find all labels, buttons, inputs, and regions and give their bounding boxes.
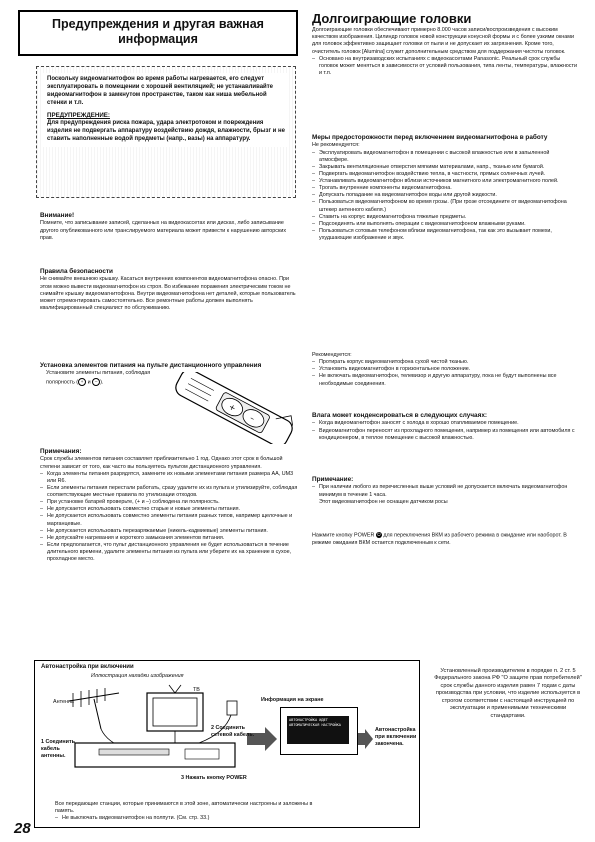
power-symbol-icon: ⏻ — [377, 532, 381, 537]
page-title: Предупреждения и другая важная информация — [52, 17, 264, 46]
heads-list — [312, 56, 578, 77]
list-item: – Подсоединять или выполнять операции с видеомагнитофоном влажными руками. — [319, 221, 578, 228]
warning-box — [36, 66, 296, 198]
remote-battery-illustration — [168, 372, 300, 444]
list-item: – Не допускается использовать совместно старые и новые элементы питания. — [47, 506, 298, 513]
plus-symbol: + — [78, 378, 86, 386]
arrow-icon — [357, 729, 373, 749]
list-item: – Трогать внутренние компоненты видеомагнитофона. — [319, 185, 578, 192]
power-note-text — [312, 532, 578, 547]
notes-section — [40, 448, 298, 563]
list-item: – Не выключать видеомагнитофон на полпути. (См. стр. 33.) — [62, 815, 325, 822]
heads-text: Долгоиграющие головки обеспечивают примерно 8.000 часов записи/воспроизведения с высоким качеством изображения. Цилиндр головок новой конструкции конусной формы и с более узкими окнами для головок эффективно защищает головки от пыли и не допускает их загрязнения. Кроме того, очиститель головок [Alumina] служит дополнительным средством для поддержания чистоты головок. — [312, 27, 574, 55]
screen-box — [280, 707, 358, 755]
list-item: – Основано на внутризаводских испытаниях с видеокассетами Panasonic. Реальный срок службы головок может меняться в зависимости от условий пользования, типа ленты, температуры, влажности и т.п. — [319, 56, 578, 77]
notes-intro: Срок службы элементов питания составляет приблизительно 1 год. Однако этот срок в большой степени зависит от того, как часто вы пользуетесь пультом дистанционного управления. — [40, 456, 283, 470]
battery-and: и — [86, 379, 93, 385]
warning-para-1: Поскольку видеомагнитофон во время работы нагревается, его следует эксплуатировать в помещении с хорошей вентиляцией; не устанавливайте видеомагнитофон в замкнутом пространстве, таком как ниша мебельной стенки и т.п. — [47, 76, 273, 106]
step2-label: 2 Соединить сетевой кабель. — [211, 725, 255, 739]
power-note — [312, 532, 578, 547]
precautions-section — [312, 134, 578, 242]
list-item: – Видеомагнитофон переносят из прохладного помещения, например из помещения или автомобиля с кондиционером, в теплое помещение с высокой влажностью. — [319, 428, 578, 442]
step3-label: 3 Нажать кнопку POWER — [181, 775, 247, 781]
list-item: – Подвергать видеомагнитофон воздействию тепла, в частности, прямых солнечных лучей. — [319, 171, 578, 178]
tv-label: ТВ — [193, 687, 200, 693]
list-item: – Установить видеомагнитофон в горизонтальное положение. — [319, 366, 578, 373]
list-item: – Допускать попадание на видеомагнитофон воды или другой жидкости. — [319, 192, 578, 199]
illus-caption: Иллюстрация наладки изображения — [91, 673, 184, 679]
warning-inner — [43, 73, 289, 147]
note2-list — [312, 484, 578, 498]
antenna-icon — [69, 688, 119, 729]
power-note-b: для переключения ВКМ из рабочего режима в ожидание или наоборот. В режиме ожидания ВКМ остается подключенным к сети. — [312, 532, 567, 546]
list-item: – Если элементы питания перестали работать, сразу удалите их из пульта и утилизируйте, соблюдая соответствующие местные правила по утилизации отходов. — [47, 485, 298, 499]
list-item: – Устанавливать видеомагнитофон вблизи источников магнитного или электромагнитного полей. — [319, 178, 578, 185]
list-item: – Не допускайте нагревания и короткого замыкания элементов питания. — [47, 535, 298, 542]
autosetup-caption-block — [55, 801, 325, 822]
recommended-section — [312, 352, 578, 388]
battery-text — [46, 370, 164, 386]
battery-heading: Установка элементов питания на пульте дистанционного управления — [40, 362, 262, 369]
list-item: – Ставить на корпус видеомагнитофона тяжелые предметы. — [319, 214, 578, 221]
result-label: Автонастройка при включении закончена. — [375, 727, 417, 748]
note2-extra: Этот видеомагнитофон не оснащен датчиком росы — [319, 498, 448, 505]
battery-text-a: Установите элементы питания, соблюдая полярность ( — [46, 370, 151, 385]
notes-heading: Примечания: — [40, 448, 82, 455]
condensation-section — [312, 412, 578, 442]
list-item: – Не допускается использовать совместно элементы питания разных типов, например щелочные и марганцевые. — [47, 513, 298, 527]
list-item: – Закрывать вентиляционные отверстия мягкими материалами, напр., тканью или бумагой. — [319, 164, 578, 171]
list-item: – При установке батарей проверьте, (+ и –) соблюдена ли полярность. — [47, 499, 298, 506]
condensation-list — [312, 420, 578, 441]
list-item: – Не включать видеомагнитофон, телевизор и другую аппаратуру, пока не будут выполнены все необходимые соединения. — [319, 373, 578, 387]
precautions-sub: Не рекомендуется: — [312, 142, 360, 149]
service-life-note: Установленный производителем в порядке п. 2 ст. 5 Федерального закона РФ "О защите прав потребителей" срок службы данного изделия равен 7 годам с даты производства при условии, что изделие используется в строгом соответствии с настоящей инструкцией по эксплуатации и применимыми техническими стандартами. — [434, 668, 582, 719]
precautions-heading: Меры предосторожности перед включением видеомагнитофона в работу — [312, 134, 548, 141]
wall-outlet-icon — [227, 701, 237, 715]
safety-heading: Правила безопасности — [40, 268, 113, 275]
autosetup-title: Автонастройка при включении — [41, 664, 134, 670]
note2-section — [312, 476, 578, 506]
notes-list — [40, 471, 298, 564]
vcr-icon — [75, 743, 235, 767]
condensation-heading: Влага может конденсироваться в следующих случаях: — [312, 412, 488, 419]
recommended-sub: Рекомендуется: — [312, 352, 352, 358]
list-item: – Пользоваться сотовым телефоном вблизи видеомагнитофона, так как это вызывает помехи, ухудшающие изображение и звук. — [319, 228, 578, 242]
antenna-label: Антенна — [53, 699, 74, 705]
warning-heading: ПРЕДУПРЕЖДЕНИЕ: — [47, 111, 110, 119]
list-item: – Эксплуатировать видеомагнитофон в помещении с высокой влажностью или в запыленной атмосфере. — [319, 150, 578, 164]
list-item: – Протирать корпус видеомагнитофона сухой чистой тканью. — [319, 359, 578, 366]
autosetup-caption: Все передающие станции, которые принимаются в этой зоне, автоматически настроены и заложены в память. — [55, 801, 313, 815]
autosetup-box — [34, 660, 420, 828]
svg-text:+: + — [227, 402, 238, 414]
power-note-a: Нажмите кнопку POWER — [312, 532, 376, 539]
heads-section — [312, 10, 578, 77]
page-number: 28 — [14, 820, 31, 837]
attention-heading: Внимание! — [40, 212, 75, 219]
svg-text:–: – — [248, 413, 257, 424]
battery-text-b: ). — [100, 379, 104, 385]
warning-para-2: Для предупреждения риска пожара, удара электротоком и повреждения изделия не подвергать аппаратуру воздействию дождя, влажности, брызг и не ставить наполненные водой предметы (напр., вазы) на аппаратуру. — [47, 120, 285, 143]
list-item: – Пользоваться видеомагнитофоном во время грозы. (При грозе отсоедините от видеомагнитофона штекер антенного кабеля.) — [319, 199, 578, 213]
precautions-list — [312, 150, 578, 243]
recommended-list — [312, 359, 578, 388]
screen-display: АВТОНАСТРОЙКА ИДЕТ АВТОМАТИЧЕСКАЯ НАСТРОЙКА — [287, 716, 349, 744]
minus-symbol: – — [92, 378, 100, 386]
list-item: – Когда элементы питания разрядятся, замените их новыми элементами питания размера АА, UM3 или R6. — [47, 471, 298, 485]
list-item: – При наличии любого из перечисленных выше условий не допускается включать видеомагнитофон минимум в течение 1 часа. — [319, 484, 578, 498]
note2-heading: Примечание: — [312, 476, 354, 483]
list-item: – Когда видеомагнитофон заносят с холода в хорошо отапливаемое помещение. — [319, 420, 578, 427]
attention-text: Помните, что записывание записей, сделанных на видеокассетах или дисках, либо записывание другого опубликованного или транслируемого материала может привести к нарушению авторских прав. — [40, 220, 287, 241]
autosetup-list — [55, 815, 325, 822]
safety-section — [40, 268, 298, 312]
page-title-box — [18, 10, 298, 56]
list-item: – Если предполагается, что пульт дистанционного управления не будет использоваться в течение длительного времени, удалите элементы питания из пульта или уберите их на хранение в сухое, прохладное место. — [47, 542, 298, 563]
screen-label: Информация на экране — [261, 697, 324, 703]
safety-text: Не снимайте внешнюю крышку. Касаться внутренних компонентов видеомагнитофона опасно. При этом можно вывести видеомагнитофон из строя. Во избежание поражения электрическим током не снимайте крышку видеомагнитофона. Внутри видеомагнитофона нет деталей, которые пользователь может отремонтировать самостоятельно. Все ремонтные работы должен выполнять квалифицированный специалист по обслуживанию. — [40, 276, 296, 311]
step1-label: 1 Соединить кабель антенны. — [41, 739, 75, 760]
list-item: – Не допускается использовать перезаряжаемые (никель-кадмиевые) элементы питания. — [47, 528, 298, 535]
heads-title: Долгоиграющие головки — [312, 11, 472, 26]
attention-section — [40, 212, 298, 242]
